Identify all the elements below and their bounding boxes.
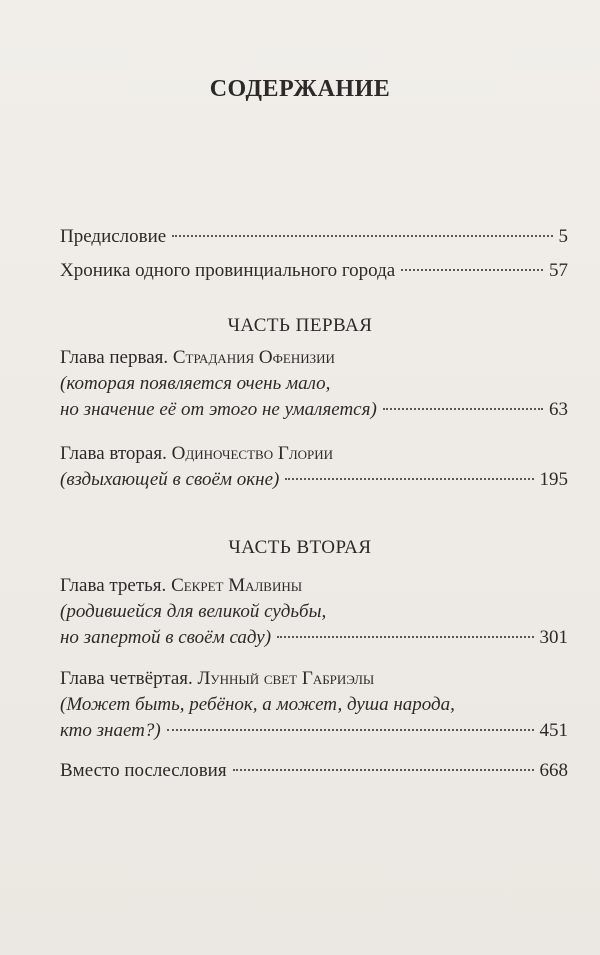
- toc-entry-text: Хроника одного провинциального города: [60, 260, 396, 281]
- toc-page-number: 301: [539, 627, 568, 648]
- toc-page-number: 195: [539, 469, 568, 490]
- chapter-subtitle: но запертой в своём саду): [60, 627, 272, 648]
- chapter-prefix: Глава третья.: [60, 575, 172, 596]
- dot-leader: [172, 235, 552, 237]
- dot-leader: [383, 408, 543, 410]
- toc-page-number: 451: [539, 720, 568, 741]
- toc-entry-chapter-3-last[interactable]: [60, 625, 568, 651]
- toc-entry-text: Вместо послесловия: [60, 760, 227, 781]
- toc-entry-chapter-1-last[interactable]: [60, 397, 568, 423]
- toc-entry-afterword[interactable]: [60, 758, 568, 784]
- toc-entry-chapter-4-title[interactable]: [60, 666, 568, 692]
- chapter-subtitle: кто знает?): [60, 720, 161, 741]
- dot-leader: [401, 269, 543, 271]
- dot-leader: [277, 636, 533, 638]
- chapter-1-subtitle: (которая появляется очень мало,: [60, 373, 331, 394]
- chapter-3-subtitle: (родившейся для великой судьбы,: [60, 601, 327, 622]
- part-heading-two: ЧАСТЬ ВТОРАЯ: [228, 537, 372, 558]
- chapter-name: Секрет Малвины: [171, 575, 303, 596]
- part-heading-one: ЧАСТЬ ПЕРВАЯ: [227, 315, 373, 336]
- toc-entry-chapter-3-title[interactable]: [60, 573, 568, 599]
- chapter-4-subtitle: (Может быть, ребёнок, а может, душа народа,: [60, 694, 455, 715]
- chapter-prefix: Глава первая.: [60, 347, 173, 368]
- toc-entry-chronicle[interactable]: [60, 258, 568, 284]
- chapter-name: Страдания Офенизии: [172, 347, 335, 368]
- dot-leader: [233, 769, 534, 771]
- toc-page-number: 57: [549, 260, 568, 281]
- chapter-subtitle: но значение её от этого не умаляется): [60, 399, 377, 420]
- toc-page-number: 668: [539, 760, 568, 781]
- toc-entry-preface[interactable]: [60, 224, 568, 250]
- toc-page-number: 5: [558, 226, 568, 247]
- dot-leader: [167, 729, 534, 731]
- toc-entry-chapter-4-last[interactable]: [60, 718, 568, 744]
- toc-entry-chapter-2-last[interactable]: [60, 467, 568, 493]
- chapter-prefix: Глава вторая.: [60, 443, 172, 464]
- dot-leader: [285, 478, 533, 480]
- chapter-name: Лунный свет Габриэлы: [197, 668, 375, 689]
- chapter-prefix: Глава четвёртая.: [60, 668, 198, 689]
- page-title: СОДЕРЖАНИЕ: [209, 76, 391, 102]
- toc-entry-chapter-2-title[interactable]: [60, 441, 568, 467]
- toc-entry-text: Предисловие: [60, 226, 167, 247]
- toc-page-number: 63: [549, 399, 568, 420]
- toc-entry-chapter-1-title[interactable]: [60, 345, 568, 371]
- chapter-name: Одиночество Глории: [171, 443, 334, 464]
- chapter-subtitle: (вздыхающей в своём окне): [60, 469, 280, 490]
